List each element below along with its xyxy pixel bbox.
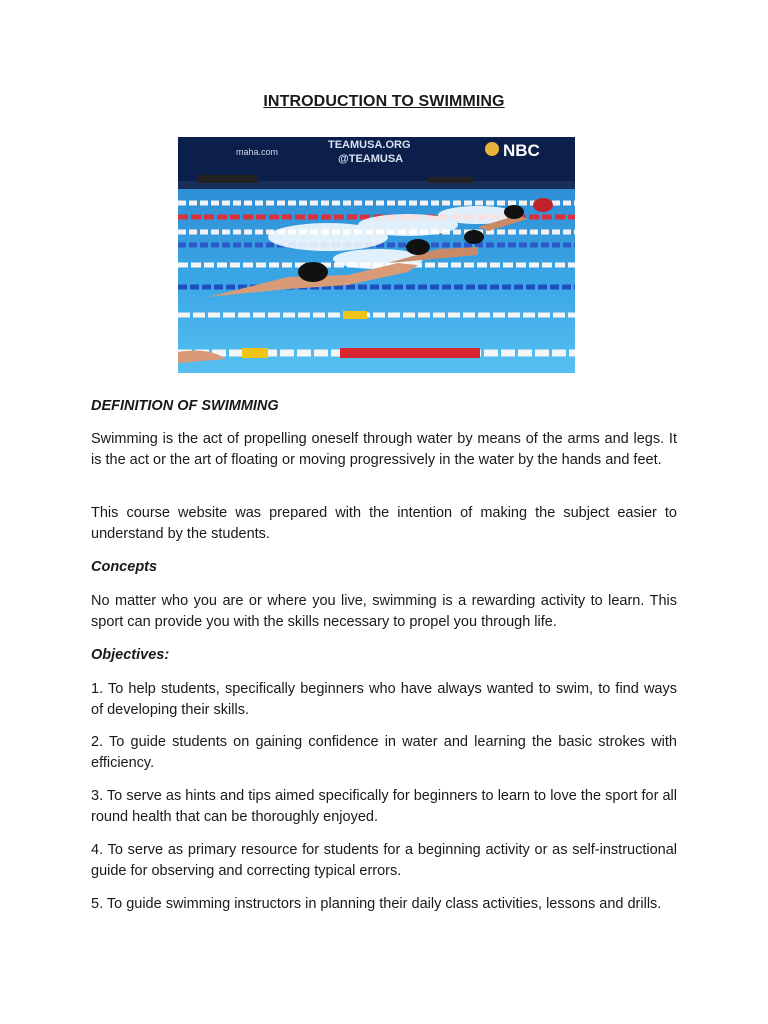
objective-item: 1. To help students, specifically beginners who have always wanted to swim, to find ways of developing their skills.	[91, 681, 677, 718]
objective-item: 5. To guide swimming instructors in planning their daily class activities, lessons and drills.	[91, 896, 662, 912]
svg-text:NBC: NBC	[503, 141, 540, 160]
document-title: INTRODUCTION TO SWIMMING	[263, 93, 505, 110]
definition-paragraph-1: Swimming is the act of propelling oneself through water by means of the arms and legs. It is the act or the art of floating or moving progressively in the water by the hands and feet.	[91, 431, 677, 468]
objectives-heading: Objectives:	[91, 647, 170, 663]
swimming-race-photo	[178, 137, 575, 373]
svg-text:maha.com: maha.com	[236, 147, 279, 157]
objective-item: 4. To serve as primary resource for students for a beginning activity or as self-instructional guide for observing and correcting typical errors.	[91, 842, 677, 879]
objective-item: 2. To guide students on gaining confidence in water and learning the basic strokes with efficiency.	[91, 734, 677, 771]
concepts-paragraph: No matter who you are or where you live, swimming is a rewarding activity to learn. This sport can provide you with the skills necessary to propel you through life.	[91, 593, 677, 630]
concepts-heading: Concepts	[91, 559, 158, 575]
svg-text:TEAMUSA.ORG: TEAMUSA.ORG	[328, 139, 411, 151]
definition-paragraph-2: This course website was prepared with the intention of making the subject easier to understand by the students.	[91, 505, 677, 542]
definition-heading: DEFINITION OF SWIMMING	[91, 398, 279, 414]
svg-text:@TEAMUSA: @TEAMUSA	[338, 153, 404, 165]
objective-item: 3. To serve as hints and tips aimed specifically for beginners to learn to love the sport for all round health that can be thoroughly enjoyed.	[91, 788, 677, 825]
